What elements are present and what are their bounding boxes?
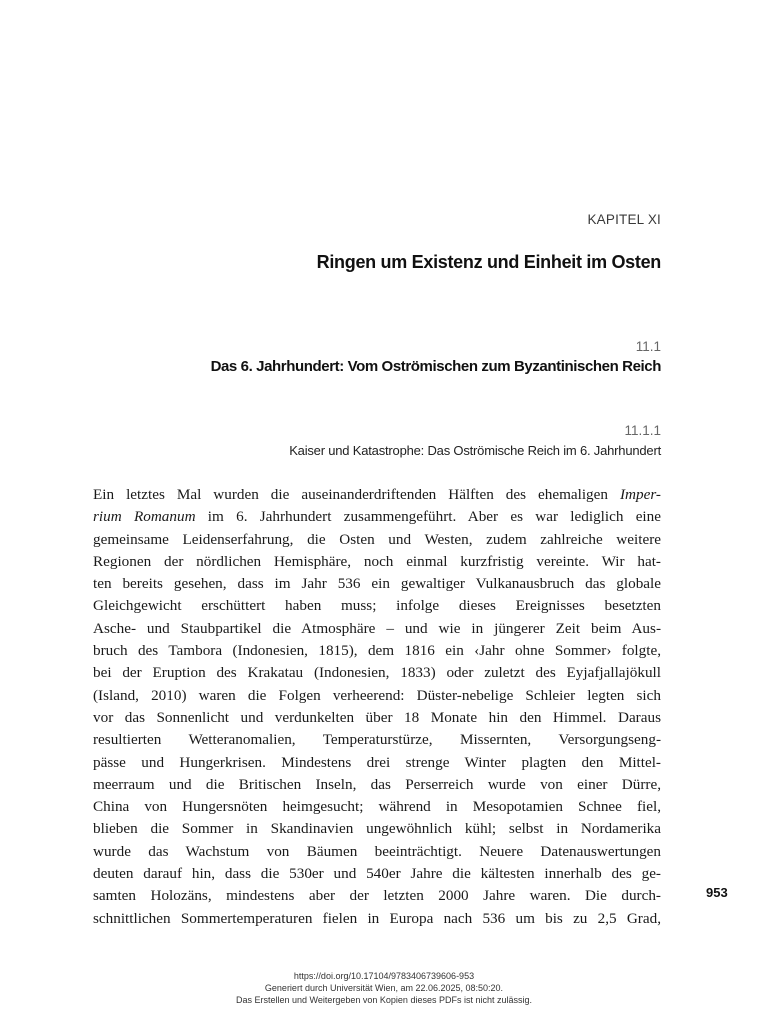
body-paragraph	[93, 484, 661, 930]
italic-term: Imper-	[619, 486, 661, 503]
body-line: China von Hungersnöten heimgesucht; während in Mesopotamien Schnee fiel,	[93, 798, 661, 816]
body-line: Gleichgewicht erschüttert haben muss; infolge dieses Ereignisses besetzten	[93, 597, 661, 615]
subsection-title: Kaiser und Katastrophe: Das Oströmische Reich im 6. Jahrhundert	[289, 443, 661, 458]
italic-term: rium Romanum	[93, 508, 196, 526]
subsection-number: 11.1.1	[624, 423, 661, 438]
body-line: wurde das Wachstum von Bäumen beeinträchtigt. Neuere Datenauswertungen	[93, 842, 661, 860]
body-line: (Island, 2010) waren die Folgen verheerend: Düster-nebelige Schleier legten sich	[93, 686, 661, 704]
body-line: vor das Sonnenlicht und verdunkelten über 18 Monate hin den Himmel. Daraus	[93, 708, 661, 726]
body-line: bei der Eruption des Krakatau (Indonesien, 1833) oder zuletzt des Eyjafjallajökull	[93, 664, 661, 682]
page-number: 953	[706, 885, 728, 900]
body-line-text: im 6. Jahrhundert zusammengeführt. Aber es war lediglich eine	[195, 508, 661, 526]
body-line: bruch des Tambora (Indonesien, 1815), dem 1816 ein ‹Jahr ohne Sommer› folgte,	[93, 642, 661, 660]
section-title: Das 6. Jahrhundert: Vom Oströmischen zum Byzantinischen Reich	[210, 358, 661, 375]
body-line: gemeinsame Leidenserfahrung, die Osten und Westen, zudem zahlreiche weitere	[93, 530, 661, 548]
body-line	[93, 484, 661, 506]
body-line: Regionen der nördlichen Hemisphäre, noch einmal kurzfristig vereinte. Wir hat-	[93, 552, 661, 570]
footer-doi-link[interactable]: https://doi.org/10.17104/9783406739606-953	[293, 971, 475, 981]
footer-notice: Das Erstellen und Weitergeben von Kopien dieses PDFs ist nicht zulässig.	[236, 995, 532, 1005]
body-line: pässe und Hungerkrisen. Mindestens drei strenge Winter plagten den Mittel-	[93, 753, 661, 771]
body-line	[93, 506, 661, 528]
body-line: resultierten Wetteranomalien, Temperaturstürze, Missernten, Versorgungseng-	[93, 731, 661, 749]
section-number: 11.1	[635, 339, 661, 354]
body-line-text: Ein letztes Mal wurden die auseinanderdriftenden Hälften des ehemaligen	[93, 486, 620, 503]
footer-generated: Generiert durch Universität Wien, am 22.06.2025, 08:50:20.	[264, 983, 504, 993]
footer	[0, 970, 768, 1006]
body-line: blieben die Sommer in Skandinavien ungewöhnlich kühl; selbst in Nordamerika	[93, 820, 661, 838]
body-line: Asche- und Staubpartikel die Atmosphäre – und wie in jüngerer Zeit beim Aus-	[93, 619, 661, 637]
body-line: samten Holozäns, mindestens aber der letzten 2000 Jahre waren. Die durch-	[93, 887, 661, 905]
chapter-label: KAPITEL XI	[587, 212, 661, 227]
body-line: schnittlichen Sommertemperaturen fielen in Europa nach 536 um bis zu 2,5 Grad,	[93, 909, 661, 927]
body-line: deuten darauf hin, dass die 530er und 540er Jahre die kältesten innerhalb des ge-	[93, 865, 661, 883]
chapter-title: Ringen um Existenz und Einheit im Osten	[316, 252, 661, 272]
body-line: ten bereits gesehen, dass im Jahr 536 ein gewaltiger Vulkanausbruch das globale	[93, 575, 661, 593]
body-line: meerraum und die Britischen Inseln, das Perserreich wurde von einer Dürre,	[93, 775, 661, 793]
